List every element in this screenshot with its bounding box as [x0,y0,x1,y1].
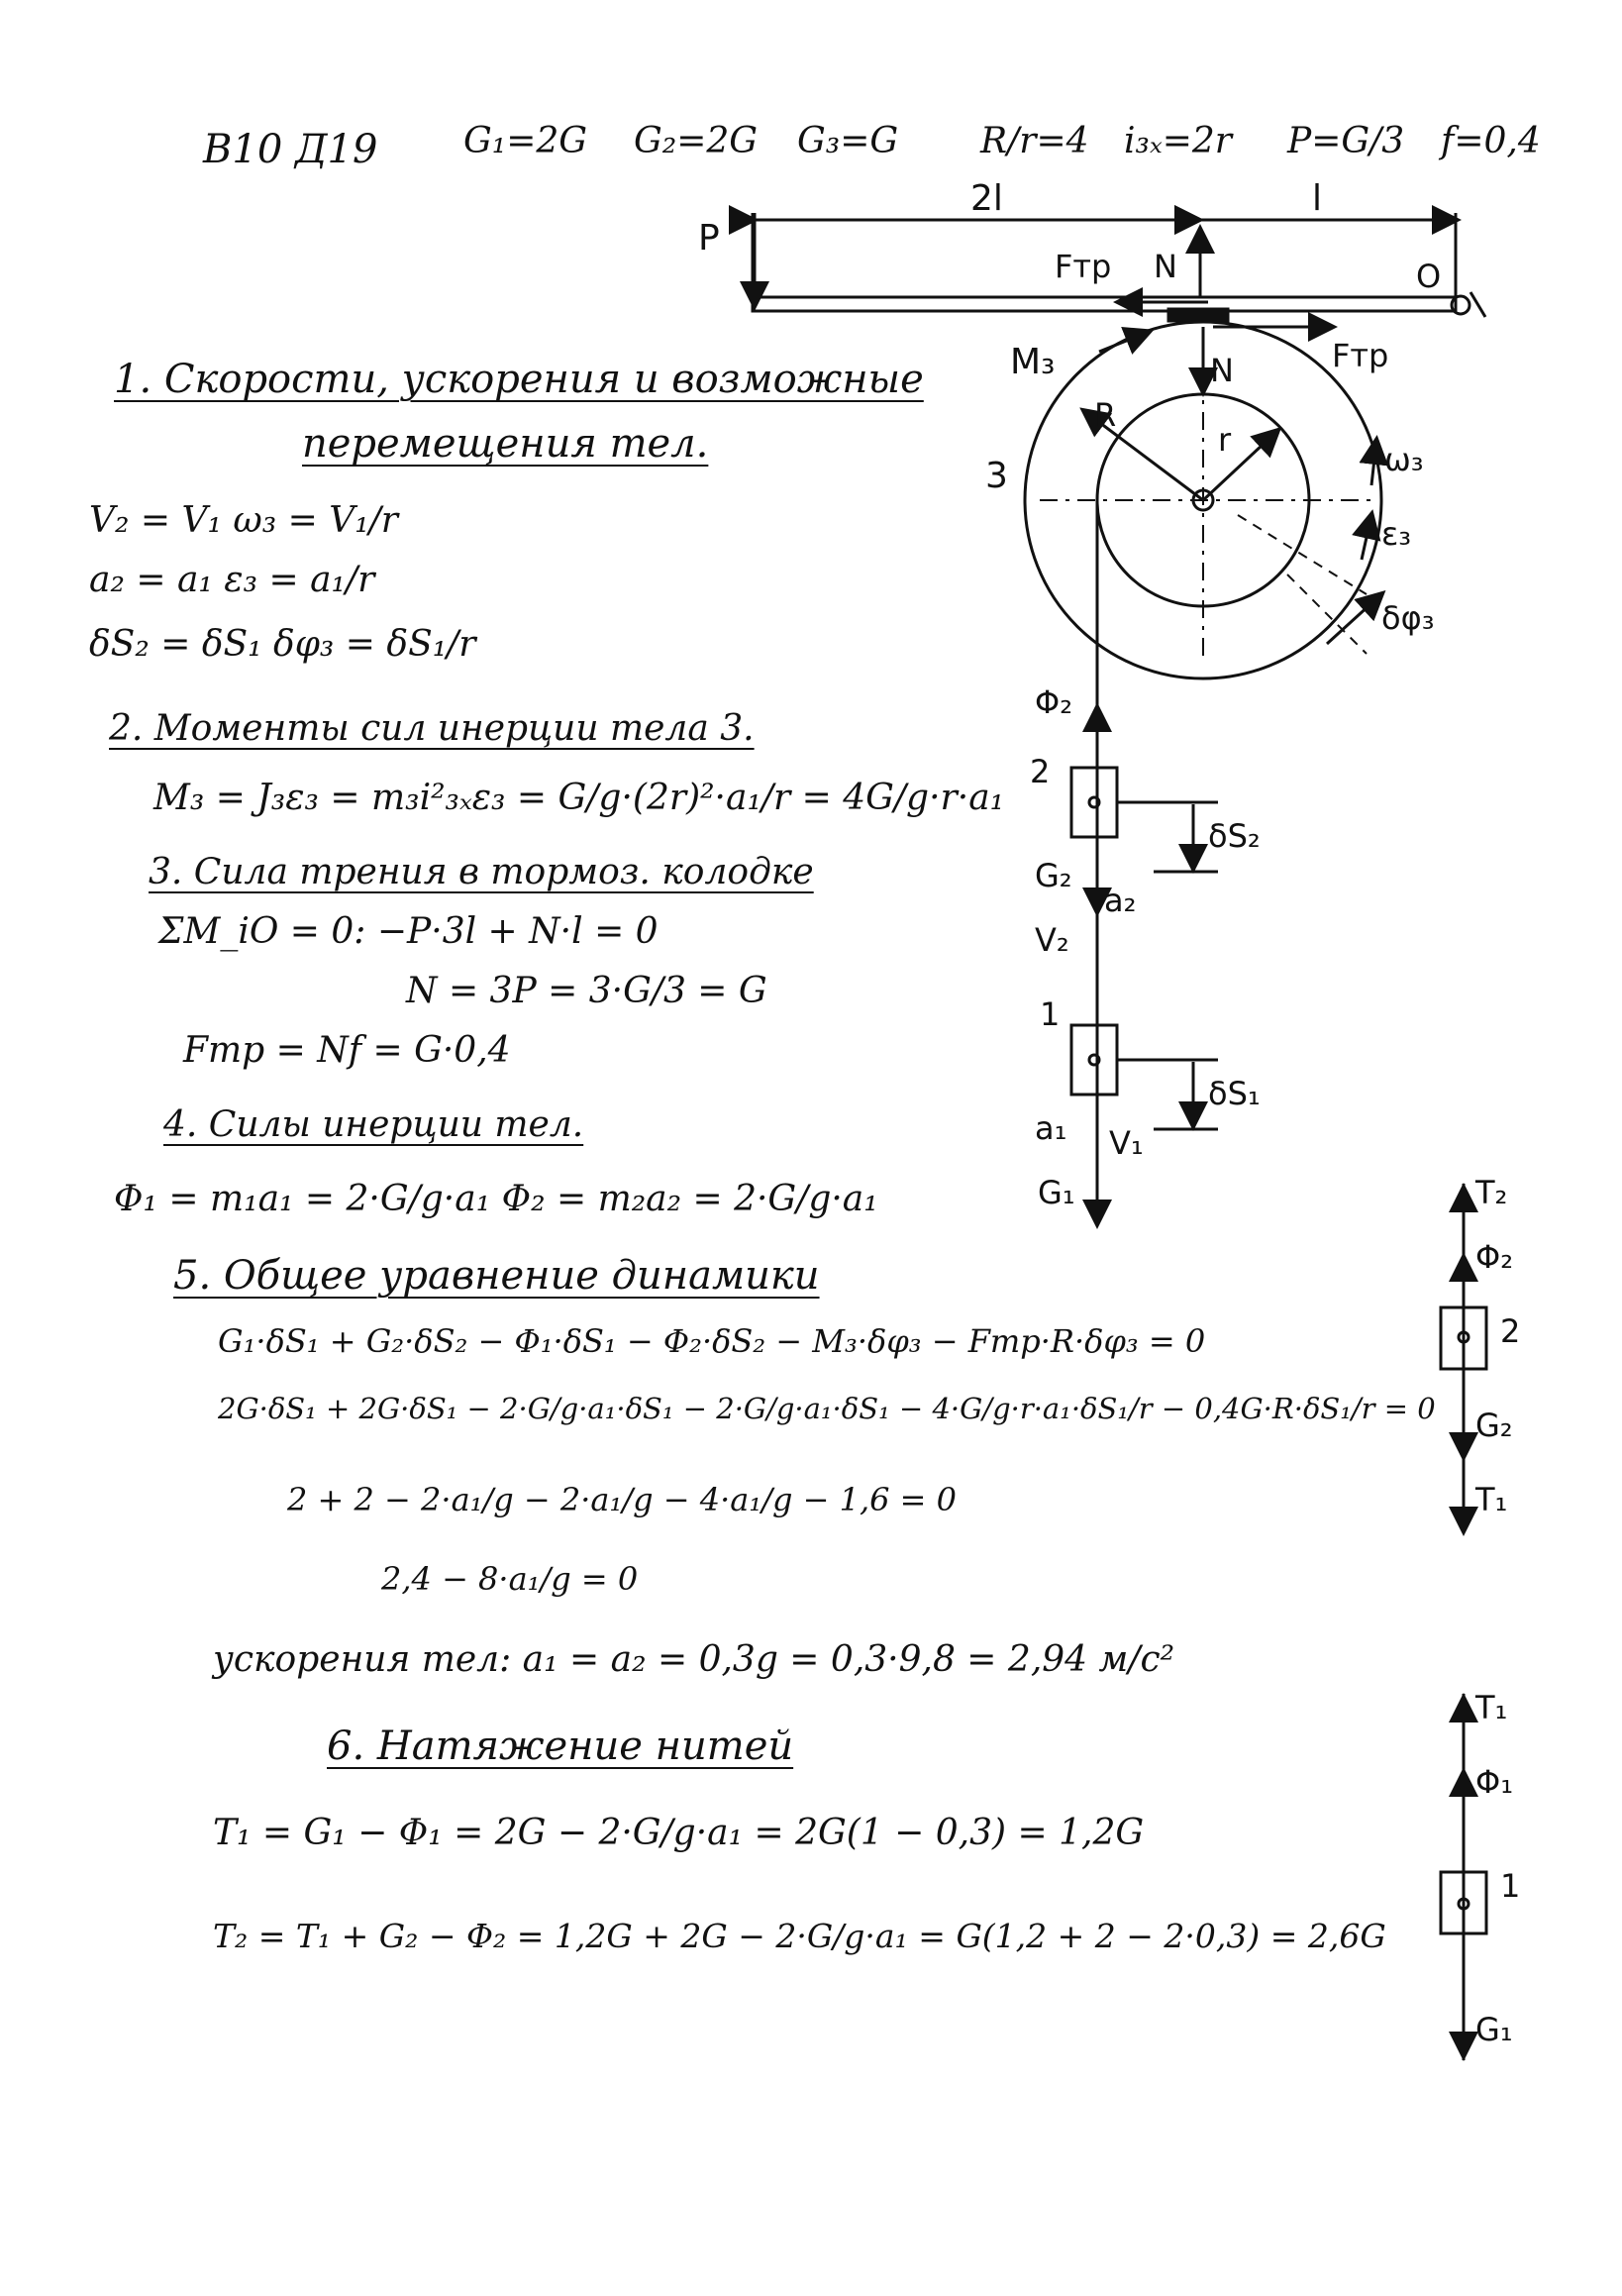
section-2-line-1: M₃ = J₃ε₃ = m₃i²₃ₓε₃ = G/g·(2r)²·a₁/r = 4G/g·r·a₁ [153,778,1005,818]
pulley-r-label: r [1218,421,1232,459]
section-5-line-1: G₁·δS₁ + G₂·δS₂ − Φ₁·δS₁ − Φ₂·δS₂ − M₃·δφ₃ − Fтр·R·δφ₃ = 0 [218,1322,1206,1360]
section-4-line-1: Φ₁ = m₁a₁ = 2·G/g·a₁ Φ₂ = m₂a₂ = 2·G/g·a₁ [114,1179,878,1219]
section-3-line-2: N = 3P = 3·G/3 = G [406,971,767,1011]
epsilon3-label: ε₃ [1381,515,1412,553]
pulley-R-label: R [1094,396,1117,434]
g2-label: G₂ [1035,857,1072,894]
lever-friction-label: Fтр [1055,248,1112,285]
lever-l-label: l [1312,178,1323,219]
section-2-title: 2. Моменты сил инерции тела 3. [109,708,755,749]
fbd2-body-label: 2 [1500,1312,1521,1350]
ds2-label: δS₂ [1208,817,1261,855]
section-6-line-2: T₂ = T₁ + G₂ − Φ₂ = 1,2G + 2G − 2·G/g·a₁ = G(1,2 + 2 − 2·0,3) = 2,6G [213,1917,1386,1955]
param-ratio: R/r=4 [980,121,1089,161]
section-3-line-1: ΣM_iO = 0: −P·3l + N·l = 0 [158,911,659,952]
g1-label: G₁ [1038,1174,1075,1211]
param-inertia-radius: i₃ₓ=2r [1124,121,1233,161]
body-2-block [1071,768,1117,837]
force-p-label: P [698,218,720,259]
param-g1: G₁=2G [463,121,588,161]
brake-lever [753,297,1456,311]
fbd2-phi2-label: Φ₂ [1475,1238,1514,1276]
param-g3: G₃=G [797,121,899,161]
omega3-label: ω₃ [1384,441,1424,478]
section-5-line-2: 2G·δS₁ + 2G·δS₁ − 2·G/g·a₁·δS₁ − 2·G/g·a₁·δS₁ − 4·G/g·r·a₁·δS₁/r − 0,4G·R·δS₁/r = 0 [218,1392,1436,1425]
section-5-result: ускорения тел: a₁ = a₂ = 0,3g = 0,3·9,8 = 2,94 м/с² [213,1639,1175,1680]
param-f: f=0,4 [1441,121,1541,161]
v1-label: V₁ [1109,1124,1144,1162]
section-1-line-3: δS₂ = δS₁ δφ₃ = δS₁/r [89,624,476,665]
dphi3-label: δφ₃ [1381,599,1435,637]
section-6-line-1: T₁ = G₁ − Φ₁ = 2G − 2·G/g·a₁ = 2G(1 − 0,3) = 1,2G [213,1813,1145,1853]
section-3-title: 3. Сила трения в тормоз. колодке [149,852,814,892]
lever-2l-label: 2l [970,178,1003,219]
pulley-normal-label: N [1210,352,1234,389]
radius-r [1203,431,1277,500]
param-p: P=G/3 [1287,121,1405,161]
section-4-title: 4. Силы инерции тел. [163,1104,584,1145]
section-1-title: 1. Скорости, ускорения и возможные [114,357,924,402]
section-1-line-2: a₂ = a₁ ε₃ = a₁/r [89,560,375,600]
fbd1-phi1-label: Φ₁ [1475,1763,1514,1801]
fbd2-t1-label: T₁ [1475,1481,1508,1518]
epsilon3-arrow [1362,515,1371,560]
body-1-block [1071,1025,1117,1095]
pulley-friction-label: Fтр [1332,337,1389,374]
ds1-label: δS₁ [1208,1075,1261,1112]
fbd1-body-label: 1 [1500,1867,1521,1905]
pulley-moment-label: M₃ [1010,342,1056,382]
fbd1-t1-label: T₁ [1475,1689,1508,1726]
param-g2: G₂=2G [634,121,759,161]
v2-label: V₂ [1035,921,1069,959]
body1-label: 1 [1040,995,1061,1033]
section-5-line-3: 2 + 2 − 2·a₁/g − 2·a₁/g − 4·a₁/g − 1,6 = 0 [287,1481,958,1518]
section-5-title: 5. Общее уравнение динамики [173,1253,820,1299]
section-5-line-4: 2,4 − 8·a₁/g = 0 [381,1560,639,1598]
fbd2-g2-label: G₂ [1475,1407,1513,1444]
fbd2-t2-label: T₂ [1475,1174,1508,1211]
a1-label: a₁ [1035,1109,1067,1147]
a2-label: a₂ [1104,882,1137,919]
section-1-title-cont: перемещения тел. [302,421,709,467]
moment-m3-arrow [1099,332,1149,352]
body2-label: 2 [1030,753,1051,790]
brake-pad [1168,309,1228,321]
lever-pivot-label: O [1416,258,1442,295]
lever-normal-label: N [1154,248,1177,285]
section-3-line-3: Fтр = Nf = G·0,4 [183,1030,511,1071]
fbd1-g1-label: G₁ [1475,2011,1513,2048]
section-1-line-1: V₂ = V₁ ω₃ = V₁/r [89,500,398,541]
section-6-title: 6. Натяжение нитей [327,1723,794,1769]
pulley-body-label: 3 [985,456,1008,496]
variant-label: B10 Д19 [203,127,378,172]
phi2-label: Φ₂ [1035,683,1073,721]
